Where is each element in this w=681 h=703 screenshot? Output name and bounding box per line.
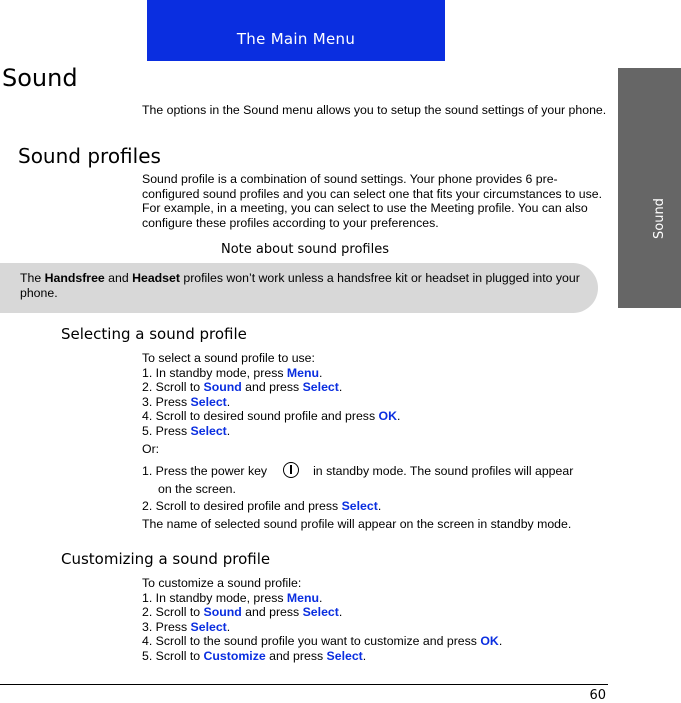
note-heading: Note about sound profiles: [221, 242, 389, 257]
intro-paragraph: The options in the Sound menu allows you to setup the sound settings of your phone.: [142, 103, 607, 117]
step-5: 5. Press Select.: [142, 423, 231, 438]
footer-divider: [0, 684, 608, 685]
step-intro: To customize a sound profile:: [142, 576, 302, 590]
alt-step-2: 2. Scroll to desired profile and press Select.: [142, 499, 382, 514]
step-2: 2. Scroll to Sound and press Select.: [142, 605, 343, 620]
customizing-steps: [142, 576, 612, 664]
banner-title: The Main Menu: [236, 30, 356, 48]
section-heading-profiles: Sound profiles: [18, 144, 161, 168]
page-number: 60: [589, 688, 606, 703]
side-tab: [618, 68, 681, 308]
alt-step-1: 1. Press the power key in standby mode. The sound profiles will appear: [142, 464, 574, 479]
step-intro: To select a sound profile to use:: [142, 351, 315, 365]
step-3: 3. Press Select.: [142, 619, 231, 634]
step-2: 2. Scroll to Sound and press Select.: [142, 380, 343, 395]
step-1: 1. In standby mode, press Menu.: [142, 590, 323, 605]
profiles-description: Sound profile is a combination of sound settings. Your phone provides 6 pre-configured sound profiles and you can select one that fits your circumstances to use. For example, in a meeting, you can select to use the Meeting profile. You can also configure these profiles according to your preferences.: [142, 172, 603, 230]
step-4: 4. Scroll to the sound profile you want to customize and press OK.: [142, 634, 503, 649]
page-title: Sound: [2, 64, 78, 92]
power-icon: [283, 462, 299, 478]
alt-step-1-cont: on the screen.: [158, 481, 236, 496]
selecting-steps: [142, 351, 612, 532]
step-1: 1. In standby mode, press Menu.: [142, 365, 323, 380]
section-banner: [147, 0, 445, 61]
side-tab-label: Sound: [652, 198, 667, 239]
subheading-selecting: Selecting a sound profile: [61, 325, 247, 343]
or-label: Or:: [142, 441, 160, 456]
step-5: 5. Scroll to Customize and press Select.: [142, 648, 367, 663]
note-text: The Handsfree and Headset profiles won’t work unless a handsfree kit or headset in plugged into your phone.: [20, 271, 580, 300]
step-3: 3. Press Select.: [142, 394, 231, 409]
closing-text: The name of selected sound profile will appear on the screen in standby mode.: [142, 516, 572, 531]
subheading-customizing: Customizing a sound profile: [61, 550, 271, 568]
step-4: 4. Scroll to desired sound profile and press OK.: [142, 409, 401, 424]
